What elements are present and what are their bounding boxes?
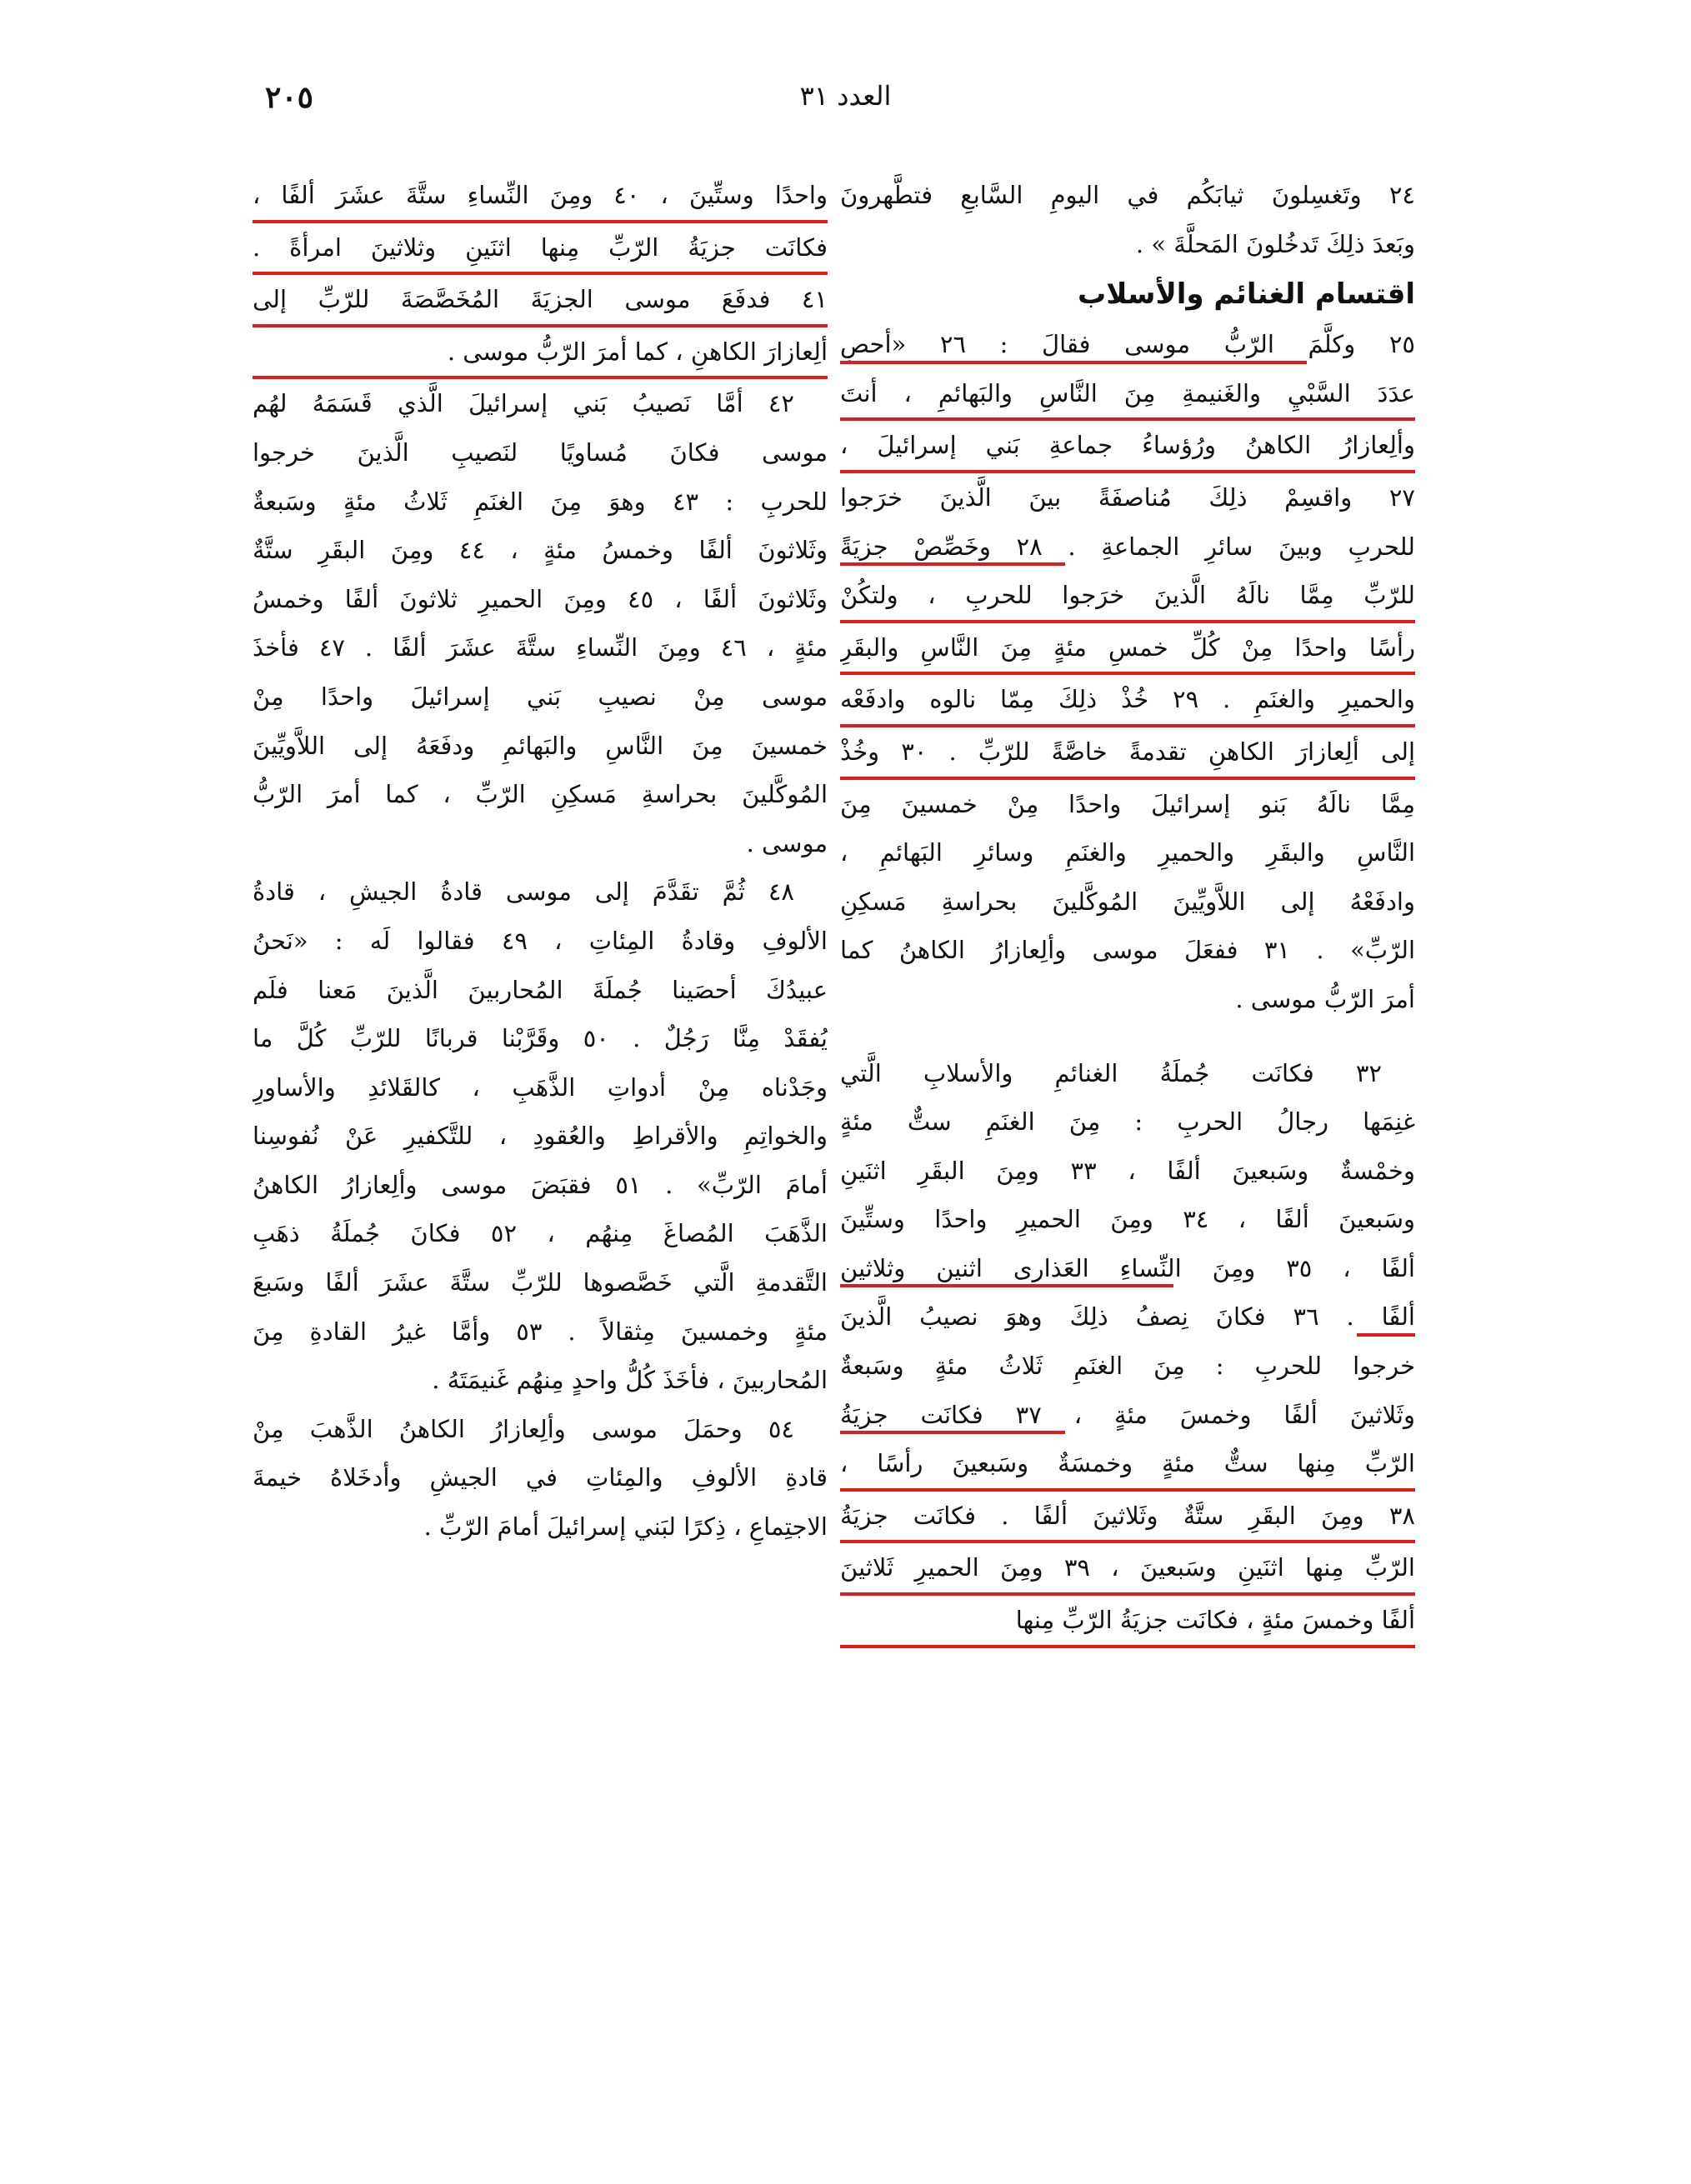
verse-line-underlined: والحميرِ والغنَمِ . ٢٩ خُذْ ذلِكَ مِمّا نالوه وادفَعْه: [840, 675, 1415, 727]
verse-line-underlined: للرّبِّ مِمَّا نالَهُ الَّذينَ خرَجوا للحربِ ، ولتكُنْ: [840, 571, 1415, 623]
verse-line: والخواتِمِ والأقراطِ والعُقودِ ، للتَّكفيرِ عَنْ نُفوسِنا: [253, 1122, 828, 1151]
verse-line: موسى فكانَ مُساويًا لنَصيبِ الَّذينَ خرجوا: [253, 437, 828, 467]
verse-text: ٢٥ وكلَّمَ الرّبُّ موسى فقالَ : ٢٦ «أحصِ: [840, 330, 1415, 359]
verse-line: خمسينَ مِنَ النَّاسِ والبَهائمِ ودفَعَهُ إلى اللاَّويِّينَ: [253, 731, 828, 760]
verse-line-underlined: ٣٨ ومِنَ البقَرِ ستَّةٌ وثَلاثينَ ألفًا . فكانَت جزيَةُ: [840, 1492, 1415, 1544]
verse-line: [840, 1391, 1415, 1440]
verse-line: [840, 1244, 1415, 1293]
verse-line: الاجتِماعِ ، ذِكرًا لبَني إسرائيلَ أمامَ الرّبِّ .: [423, 1512, 828, 1542]
verse-line: عبيدُكَ أحصَينا جُملَةَ المُحاربينَ الَّذينَ مَعنا فلَم: [253, 975, 828, 1004]
verse-line-underlined: الرّبِّ مِنها ستٌّ مئةٍ وخمسَةٌ وسَبعينَ رأسًا ،: [840, 1439, 1415, 1492]
verse-line: ٤٨ ثُمَّ تقَدَّمَ إلى موسى قادةُ الجيشِ ، قادةُ: [253, 877, 794, 907]
verse-line-underlined: فكانَت جزيَةُ الرّبِّ مِنها اثنَينِ وثلاثينَ امرأةً .: [253, 223, 828, 276]
right-column: [840, 171, 1415, 1648]
verse-line-underlined: عدَدَ السَّبْيِ والغَنيمةِ مِنَ النَّاسِ والبَهائمِ ، أنتَ: [840, 369, 1415, 422]
verse-line-underlined: ألفًا وخمسَ مئةٍ ، فكانَت جزيَةُ الرّبِّ مِنها: [840, 1596, 1415, 1648]
verse-line: المُحاربينَ ، فأخَذَ كُلُّ واحدٍ مِنهُم غَنيمَتَهُ .: [432, 1366, 828, 1395]
verse-line-underlined: وألِعازارُ الكاهنُ ورُؤساءُ جماعةِ بَني إسرائيلَ ،: [840, 421, 1415, 473]
red-underline: [840, 361, 1307, 364]
paragraph-gap: [840, 1024, 1415, 1049]
verse-line: وبَعدَ ذلِكَ تَدخُلونَ المَحلَّةَ » .: [1135, 229, 1415, 258]
verse-line: أمرَ الرّبُّ موسى .: [1235, 984, 1415, 1013]
verse-line: ٤٢ أمَّا نَصيبُ بَني إسرائيلَ الَّذي قَسَمَهُ لهُم: [253, 389, 794, 418]
verse-line: وثَلاثونَ ألفًا ، ٤٥ ومِنَ الحميرِ ثلاثونَ ألفًا وخمسُ: [253, 584, 828, 613]
red-underline: [840, 1284, 1173, 1287]
verse-line: أمامَ الرّبِّ» . ٥١ فقبَضَ موسى وألِعازارُ الكاهنُ: [253, 1170, 828, 1199]
verse-line: وخمْسةٌ وسَبعينَ ألفًا ، ٣٣ ومِنَ البقَرِ اثنَينِ: [840, 1156, 1415, 1185]
verse-line: النَّاسِ والبقَرِ والحميرِ والغنَمِ وسائرِ البَهائمِ ،: [840, 838, 1415, 867]
verse-line-underlined: إلى ألِعازارَ الكاهنِ تقدمةً خاصَّةً للرّبِّ . ٣٠ وخُذْ: [840, 727, 1415, 780]
verse-line: خرجوا للحربِ : مِنَ الغنَمِ ثَلاثُ مئةٍ وسَبعةٌ: [840, 1352, 1415, 1381]
verse-line: [840, 320, 1415, 369]
verse-line: موسى .: [746, 828, 828, 857]
verse-line: مِمَّا نالَهُ بَنو إسرائيلَ واحدًا مِنْ خمسينَ مِنَ: [840, 789, 1415, 818]
verse-line: ٢٤ وتَغسِلونَ ثيابَكُم في اليومِ السَّابعِ فتطَّهرونَ: [840, 181, 1415, 209]
verse-text: للحربِ وبينَ سائرِ الجماعةِ . ٢٨ وخَصِّصْ جزيَةً: [840, 532, 1415, 561]
red-underline: [840, 1431, 1065, 1434]
red-underline: [1357, 1333, 1415, 1337]
verse-line: موسى مِنْ نصيبِ بَني إسرائيلَ واحدًا مِنْ: [253, 682, 828, 711]
verse-line: الألوفِ وقادةُ المِئاتِ ، ٤٩ فقالوا لَه : «نَحنُ: [253, 926, 828, 955]
verse-line: وجَدْناه مِنْ أدواتِ الذَّهَبِ ، كالقَلائدِ والأساورِ: [253, 1072, 828, 1102]
verse-line: قادةِ الألوفِ والمِئاتِ في الجيشِ وأدخَلاهُ خيمةَ: [253, 1463, 828, 1492]
verse-line: الذَّهَبَ المُصاغَ مِنهُم ، ٥٢ فكانَ جُملَةُ ذهَبِ: [253, 1219, 828, 1248]
verse-line-underlined: واحدًا وستِّينَ ، ٤٠ ومِنَ النِّساءِ ستَّةَ عشَرَ ألفًا ،: [253, 171, 828, 223]
verse-line: التَّقدمةِ الَّتي خَصَّصوها للرّبِّ ستَّةَ عشَرَ ألفًا وسَبعَ: [253, 1268, 828, 1297]
chapter-title: العدد ٣١: [799, 80, 892, 112]
verse-line-underlined: رأسًا واحدًا مِنْ كُلِّ خمسِ مئةٍ مِنَ النَّاسِ والبقَرِ: [840, 623, 1415, 676]
verse-line: ٣٢ فكانَت جُملَةُ الغنائمِ والأسلابِ الَّتي: [840, 1058, 1382, 1087]
verse-line-underlined: ٤١ فدفَعَ موسى الجزيَةَ المُخَصَّصَةَ للرّبِّ إلى: [253, 275, 828, 327]
verse-line: [840, 1292, 1415, 1342]
verse-line: يُفقَدْ مِنَّا رَجُلٌ . ٥٠ وقَرَّبْنا قربانًا للرّبِّ كُلَّ ما: [253, 1024, 828, 1053]
verse-text: ألفًا ، ٣٥ ومِنَ النِّساءِ العَذارى اثنينِ وثلاثينِ: [840, 1253, 1415, 1282]
verse-line: وسَبعينَ ألفًا ، ٣٤ ومِنَ الحميرِ واحدًا وستِّينَ: [840, 1205, 1415, 1234]
verse-line: المُوكَّلينَ بحراسةِ مَسكِنِ الرّبِّ ، كما أمرَ الرّبُّ: [253, 780, 828, 809]
verse-text: ألفًا . ٣٦ فكانَ نِصفُ ذلِكَ وهوَ نصيبُ الَّذينَ: [840, 1302, 1415, 1332]
red-underline: [840, 562, 1065, 566]
verse-line: غنِمَها رجالُ الحربِ : مِنَ الغنَمِ ستٌّ مئةٍ: [840, 1107, 1415, 1137]
verse-line: الرّبِّ» . ٣١ ففعَلَ موسى وألِعازارُ الكاهنُ كما: [840, 936, 1415, 965]
verse-line-underlined: الرّبِّ مِنها اثنَينِ وسَبعينَ ، ٣٩ ومِنَ الحميرِ ثَلاثينَ: [840, 1543, 1415, 1596]
verse-line: مئةٍ وخمسينَ مِثقالاً . ٥٣ وأمَّا غيرُ القادةِ مِنَ: [253, 1317, 828, 1346]
verse-text: وثَلاثينَ ألفًا وخمسَ مئةٍ ، ٣٧ فكانَت جزيَةُ: [840, 1400, 1415, 1429]
verse-line: مئةٍ ، ٤٦ ومِنَ النِّساءِ ستَّةَ عشَرَ ألفًا . ٤٧ فأخذَ: [253, 633, 828, 662]
left-column: [253, 171, 828, 1552]
verse-line: [840, 522, 1415, 572]
verse-line: ٥٤ وحمَلَ موسى وألِعازارُ الكاهنُ الذَّهبَ مِنْ: [253, 1414, 794, 1443]
page-number: ٢٠٥: [265, 80, 314, 115]
verse-line: وثَلاثونَ ألفًا وخمسُ مئةٍ ، ٤٤ ومِنَ البقَرِ ستَّةٌ: [253, 536, 828, 565]
verse-line: للحربِ : ٤٣ وهوَ مِنَ الغنَمِ ثَلاثُ مئةٍ وسَبعةٌ: [253, 487, 828, 516]
verse-line: وادفَعْهُ إلى اللاَّويِّينَ المُوكَّلينَ بحراسةِ مَسكِنِ: [840, 887, 1415, 916]
verse-line: ٢٧ واقسِمْ ذلِكَ مُناصفَةً بينَ الَّذينَ خرَجوا: [840, 482, 1415, 512]
running-head: [0, 80, 1691, 130]
section-heading: اقتسام الغنائم والأسلاب: [1078, 277, 1415, 312]
verse-line-underlined: ألِعازارَ الكاهنِ ، كما أمرَ الرّبُّ موسى .: [253, 327, 828, 380]
